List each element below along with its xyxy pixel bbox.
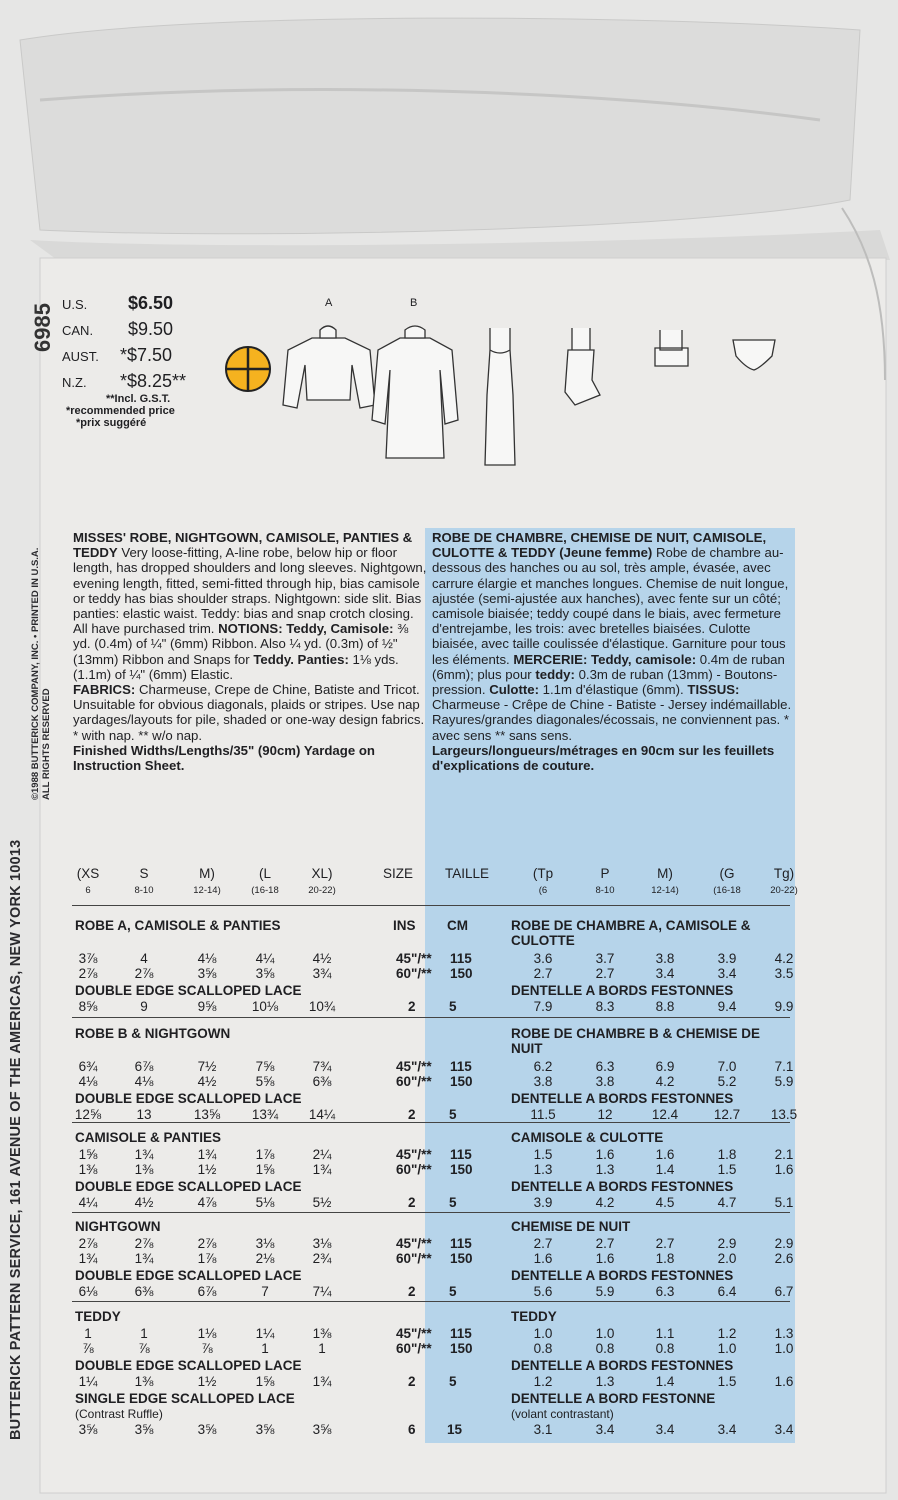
size-label-fr: M): [657, 866, 673, 881]
fabric-width-cm: 115: [450, 1059, 472, 1074]
fabric-width-cm: 115: [450, 1236, 472, 1251]
lace-ins: 2: [408, 1195, 416, 1210]
fabric-width-in: 45"/**: [396, 1236, 432, 1251]
yardage-value-fr: 1.8: [717, 1147, 737, 1162]
tissus-text: Charmeuse - Crêpe de Chine - Batiste - Jersey indémaillable. Rayures/grandes diagonales/écossais, ne conviennent pas. * avec sens ** sans sens.: [432, 697, 792, 743]
price-value: *$8.25**: [120, 371, 187, 391]
yardage-value-en: 2⅞: [134, 1236, 154, 1251]
yardage-value-en: 4½: [197, 1074, 217, 1089]
finished-note: Finished Widths/Lengths/35" (90cm) Yardage on Instruction Sheet.: [73, 742, 375, 774]
notions-end: 1⅛ yds. (1.1m) of ¼" (6mm) Elastic.: [73, 651, 399, 682]
single-lace-value-en: 3⅝: [78, 1422, 98, 1437]
lace-title-en: DOUBLE EDGE SCALLOPED LACE: [75, 1268, 302, 1283]
lace-value-en: 8⅝: [78, 999, 98, 1014]
yardage-value-fr: 1.0: [595, 1326, 615, 1341]
robe-b-sketch: [372, 326, 458, 458]
price-note: **Incl. G.S.T.: [106, 393, 171, 405]
yardage-value-fr: 4.2: [655, 1074, 675, 1089]
teddy-sketch: [565, 328, 600, 405]
lace-ins: 2: [408, 1374, 416, 1389]
price-country: N.Z.: [62, 375, 87, 390]
section-title-fr: ROBE DE CHAMBRE B & CHEMISE DE NUIT: [511, 1026, 761, 1056]
lace-value-en: 10⅛: [251, 999, 279, 1014]
lace-value-en: 9: [140, 999, 148, 1014]
fabric-width-cm: 115: [450, 951, 472, 966]
size-range-fr: (16-18: [713, 885, 741, 896]
yardage-value-en: 3⅝: [197, 966, 217, 981]
yardage-value-en: 3⅝: [255, 966, 275, 981]
yardage-value-en: 1⅜: [312, 1326, 332, 1341]
yardage-value-fr: 3.5: [774, 966, 794, 981]
price-country: AUST.: [62, 349, 99, 364]
view-label-b: B: [410, 297, 418, 309]
garment-sketches: [0, 0, 898, 500]
yardage-value-fr: 1.6: [595, 1251, 615, 1266]
fabric-width-in: 60"/**: [396, 1341, 432, 1356]
lace-value-fr: 3.9: [533, 1195, 553, 1210]
section-title-fr: CHEMISE DE NUIT: [511, 1219, 631, 1234]
french-title: ROBE DE CHAMBRE, CHEMISE DE NUIT, CAMISOLE, CULOTTE & TEDDY (Jeune femme): [432, 530, 767, 561]
yardage-value-en: 7½: [197, 1059, 217, 1074]
fabric-width-cm: 115: [450, 1147, 472, 1162]
lace-ins: 2: [408, 1107, 416, 1122]
lace-value-fr: 4.2: [595, 1195, 615, 1210]
yardage-value-fr: 3.4: [717, 966, 737, 981]
yardage-value-en: 2⅞: [134, 966, 154, 981]
lace-value-en: 1½: [197, 1374, 217, 1389]
yardage-value-fr: 1.8: [655, 1251, 675, 1266]
yardage-value-fr: 3.8: [533, 1074, 553, 1089]
yardage-value-en: 4: [140, 951, 148, 966]
price-note: *prix suggéré: [76, 417, 147, 429]
mercerie-culotte: Culotte:: [489, 682, 539, 698]
section-title-fr: CAMISOLE & CULOTTE: [511, 1130, 664, 1145]
lace-ins: 2: [408, 1284, 416, 1299]
lace-title-fr: DENTELLE A BORDS FESTONNES: [511, 1179, 734, 1194]
fabric-width-in: 45"/**: [396, 1147, 432, 1162]
single-lace-value-fr: 3.1: [533, 1422, 553, 1437]
yardage-value-fr: 3.8: [595, 1074, 615, 1089]
view-label-a: A: [325, 297, 333, 309]
yardage-value-en: 2⅛: [255, 1251, 275, 1266]
yardage-value-fr: 3.6: [533, 951, 553, 966]
fabrics-label: FABRICS:: [73, 682, 136, 698]
yardage-value-fr: 1.6: [774, 1162, 794, 1177]
single-lace-value-en: 3⅝: [255, 1422, 275, 1437]
yardage-value-fr: 6.9: [655, 1059, 675, 1074]
lace-value-en: 5⅛: [255, 1195, 275, 1210]
lace-title-fr: DENTELLE A BORDS FESTONNES: [511, 983, 734, 998]
size-range-fr: (6: [538, 885, 548, 896]
yardage-value-fr: 2.7: [533, 966, 553, 981]
section-title-fr: TEDDY: [511, 1309, 557, 1324]
lace-value-fr: 7.9: [533, 999, 553, 1014]
fabric-width-in: 60"/**: [396, 1162, 432, 1177]
copyright-line: ©1988 BUTTERICK COMPANY, INC. • PRINTED IN U.S.A.: [30, 547, 41, 800]
yardage-value-en: 2¼: [312, 1147, 332, 1162]
section-title-en: CAMISOLE & PANTIES: [75, 1130, 222, 1145]
yardage-value-fr: 1.5: [717, 1162, 737, 1177]
yardage-value-en: ⅞: [201, 1341, 213, 1356]
section-divider: [72, 905, 790, 906]
lace-title-en: DOUBLE EDGE SCALLOPED LACE: [75, 1091, 302, 1106]
yardage-value-fr: 1.2: [717, 1326, 737, 1341]
yardage-value-en: 7⅝: [255, 1059, 275, 1074]
camisole-sketch: [655, 330, 688, 366]
size-range-fr: 12-14): [651, 885, 679, 896]
lace-value-fr: 1.6: [774, 1374, 794, 1389]
size-range-en: 12-14): [193, 885, 221, 896]
lace-value-en: 1⅜: [134, 1374, 154, 1389]
single-lace-value-fr: 3.4: [774, 1422, 794, 1437]
lace-value-en: 13: [136, 1107, 152, 1122]
yardage-value-en: 1: [318, 1341, 326, 1356]
yardage-value-en: 1⅞: [255, 1147, 275, 1162]
yardage-value-fr: 6.3: [595, 1059, 615, 1074]
yardage-value-en: 1¾: [197, 1147, 217, 1162]
lace-cm: 5: [449, 999, 457, 1014]
lace-value-en: 1¼: [78, 1374, 98, 1389]
size-label-fr: P: [600, 866, 610, 881]
lace-value-fr: 1.4: [655, 1374, 675, 1389]
yardage-value-en: 4¼: [255, 951, 275, 966]
panties-sketch: [733, 340, 775, 370]
french-finished-note: Largeurs/longueurs/métrages en 90cm sur les feuillets d'explications de couture.: [432, 742, 775, 774]
yardage-value-fr: 2.7: [533, 1236, 553, 1251]
section-title-fr: ROBE DE CHAMBRE A, CAMISOLE & CULOTTE: [511, 918, 751, 948]
lace-title-fr: DENTELLE A BORDS FESTONNES: [511, 1091, 734, 1106]
section-title-en: TEDDY: [75, 1309, 121, 1324]
yardage-value-fr: 1.3: [533, 1162, 553, 1177]
english-description: [73, 530, 428, 773]
size-range-fr: 8-10: [595, 885, 615, 896]
yardage-value-en: 3¾: [312, 966, 332, 981]
single-lace-value-fr: 3.4: [595, 1422, 615, 1437]
yardage-value-en: 6⅞: [134, 1059, 154, 1074]
fabric-width-in: 45"/**: [396, 1326, 432, 1341]
yardage-value-en: 1⅜: [78, 1162, 98, 1177]
size-label-en: S: [139, 866, 149, 881]
lace-cm: 5: [449, 1284, 457, 1299]
yardage-value-fr: 5.9: [774, 1074, 794, 1089]
lace-ins: 2: [408, 999, 416, 1014]
lace-value-fr: 9.4: [717, 999, 737, 1014]
single-lace-value-en: 3⅝: [312, 1422, 332, 1437]
fabric-width-in: 60"/**: [396, 966, 432, 981]
yardage-value-en: 1¾: [134, 1147, 154, 1162]
lace-value-fr: 1.5: [717, 1374, 737, 1389]
yardage-value-en: 4⅛: [78, 1074, 98, 1089]
notions-teddy-label: Teddy. Panties:: [253, 651, 349, 667]
size-range-en: 20-22): [308, 885, 336, 896]
fabric-width-in: 45"/**: [396, 1059, 432, 1074]
lace-value-en: 9⅝: [197, 999, 217, 1014]
lace-value-en: 1¾: [312, 1374, 332, 1389]
yardage-value-en: 1⅝: [255, 1162, 275, 1177]
price-value: *$7.50: [120, 345, 173, 365]
section-divider: [72, 1212, 790, 1213]
yardage-value-fr: 2.7: [655, 1236, 675, 1251]
mercerie-teddy: teddy:: [535, 666, 575, 682]
single-lace-cm: 15: [447, 1422, 463, 1437]
lace-value-en: 4¼: [78, 1195, 98, 1210]
lace-title-fr: DENTELLE A BORDS FESTONNES: [511, 1268, 734, 1283]
section-divider: [72, 1301, 790, 1302]
ins-header: INS: [393, 918, 416, 933]
english-title: MISSES' ROBE, NIGHTGOWN, CAMISOLE, PANTIES & TEDDY: [73, 530, 413, 561]
yardage-value-en: ⅞: [82, 1341, 94, 1356]
lace-value-fr: 8.3: [595, 999, 615, 1014]
size-label-fr: Tg): [773, 866, 795, 881]
lace-cm: 5: [449, 1195, 457, 1210]
yardage-value-fr: 2.1: [774, 1147, 794, 1162]
price-note: *recommended price: [66, 405, 175, 417]
yardage-value-en: 2⅞: [78, 1236, 98, 1251]
french-body: Robe de chambre au-dessous des hanches ou au sol, très ample, évasée, avec carrure élargie et manches longues. Chemise de nuit longue, ajustée (semi-ajustée aux hanches), avec fente sur un côté; camisole biaisée; teddy coupé dans le biais, avec fermeture d'entrejambe, les trois: avec bretelles biaisées. Culotte biaisée, avec taille coulissée d'élastique. Garniture pour tous les éléments.: [432, 545, 789, 667]
yardage-value-en: 1⅜: [134, 1162, 154, 1177]
section-title-en: ROBE B & NIGHTGOWN: [75, 1026, 231, 1041]
price-country: U.S.: [62, 297, 88, 312]
yardage-value-en: 2¾: [312, 1251, 332, 1266]
lace-value-fr: 5.1: [774, 1195, 794, 1210]
lace-cm: 5: [449, 1107, 457, 1122]
price-value: $9.50: [128, 319, 174, 339]
fabric-width-in: 45"/**: [396, 951, 432, 966]
yardage-value-en: 1¼: [255, 1326, 275, 1341]
mercerie-mid: 0.3m de ruban (13mm) - Boutons-pression.: [432, 666, 778, 698]
size-range-en: 6: [85, 885, 91, 896]
lace-value-en: 7¼: [312, 1284, 332, 1299]
yardage-value-en: 7¾: [312, 1059, 332, 1074]
lace-cm: 5: [449, 1374, 457, 1389]
lace-value-en: 5½: [312, 1195, 332, 1210]
yardage-value-fr: 1.1: [655, 1326, 675, 1341]
tissus-label: TISSUS:: [687, 682, 740, 698]
publisher-address: BUTTERICK PATTERN SERVICE, 161 AVENUE OF THE AMERICAS, NEW YORK 10013: [8, 839, 24, 1440]
section-title-en: ROBE A, CAMISOLE & PANTIES: [75, 918, 281, 933]
size-range-en: 8-10: [134, 885, 154, 896]
lace-value-en: 1⅝: [255, 1374, 275, 1389]
lace-value-fr: 1.2: [533, 1374, 553, 1389]
single-lace-value-en: 3⅝: [197, 1422, 217, 1437]
fabrics-text: Charmeuse, Crepe de Chine, Batiste and Tricot. Unsuitable for obvious diagonals, plaids or stripes. Use nap yardages/layouts for pile, shaded or one-way design fabrics. * with nap. ** w/o nap.: [73, 682, 425, 743]
size-range-fr: 20-22): [770, 885, 798, 896]
nightgown-sketch: [485, 328, 515, 465]
lace-value-fr: 13.5: [770, 1107, 798, 1122]
lace-value-fr: 1.3: [595, 1374, 615, 1389]
yardage-value-en: 1¾: [78, 1251, 98, 1266]
yardage-value-fr: 1.6: [655, 1147, 675, 1162]
lace-title-en: DOUBLE EDGE SCALLOPED LACE: [75, 983, 302, 998]
lace-value-en: 6⅞: [197, 1284, 217, 1299]
size-label-en: (XS: [76, 866, 100, 881]
lace-value-fr: 8.8: [655, 999, 675, 1014]
yardage-value-fr: 2.0: [717, 1251, 737, 1266]
single-lace-value-fr: 3.4: [655, 1422, 675, 1437]
single-lace-ins: 6: [408, 1422, 416, 1437]
yardage-value-fr: 5.2: [717, 1074, 737, 1089]
yardage-value-fr: 7.0: [717, 1059, 737, 1074]
yardage-value-fr: 1.0: [774, 1341, 794, 1356]
lace-title-en: DOUBLE EDGE SCALLOPED LACE: [75, 1358, 302, 1373]
yardage-value-fr: 3.4: [655, 966, 675, 981]
fabric-width-in: 60"/**: [396, 1251, 432, 1266]
yardage-value-en: 1¾: [134, 1251, 154, 1266]
yardage-value-fr: 2.9: [717, 1236, 737, 1251]
french-description: [432, 530, 792, 773]
rights-line: ALL RIGHTS RESERVED: [41, 688, 52, 800]
yardage-value-fr: 0.8: [533, 1341, 553, 1356]
yardage-value-en: 1⅛: [197, 1326, 217, 1341]
mercerie-label: MERCERIE: Teddy, camisole:: [513, 651, 697, 667]
lace-value-fr: 12: [597, 1107, 613, 1122]
yardage-value-fr: 0.8: [595, 1341, 615, 1356]
yardage-value-fr: 2.9: [774, 1236, 794, 1251]
size-label-en: M): [199, 866, 215, 881]
lace-value-en: 6⅛: [78, 1284, 98, 1299]
yardage-value-fr: 3.8: [655, 951, 675, 966]
size-label-en: XL): [311, 866, 333, 881]
fabric-width-cm: 115: [450, 1326, 472, 1341]
yardage-value-en: 1⅝: [78, 1147, 98, 1162]
single-lace-value-en: 3⅝: [134, 1422, 154, 1437]
copyright-notice: [30, 548, 52, 800]
fabric-width-cm: 150: [450, 1341, 473, 1356]
yardage-value-en: 6⅜: [312, 1074, 332, 1089]
lace-title-en: DOUBLE EDGE SCALLOPED LACE: [75, 1179, 302, 1194]
single-lace-sub-fr: (volant contrastant): [511, 1407, 614, 1421]
yardage-value-en: 2⅞: [197, 1236, 217, 1251]
lace-value-en: 4½: [134, 1195, 154, 1210]
yardage-value-en: 5⅝: [255, 1074, 275, 1089]
yardage-value-fr: 6.2: [533, 1059, 553, 1074]
english-body: Very loose-fitting, A-line robe, below hip or floor length, has dropped shoulders and long sleeves. Nightgown, evening length, fitted, semi-fitted through hip, bias camisole or teddy has bias shoulder straps. Nightgown: side slit. Bias panties: elastic waist. Teddy: bias and snap crotch closing. All have purchased trim.: [73, 545, 427, 637]
lace-value-fr: 5.6: [533, 1284, 553, 1299]
fabric-width-cm: 150: [450, 966, 473, 981]
yardage-value-fr: 3.9: [717, 951, 737, 966]
lace-value-fr: 6.3: [655, 1284, 675, 1299]
single-lace-title-fr: DENTELLE A BORD FESTONNE: [511, 1391, 716, 1406]
lace-value-en: 6⅜: [134, 1284, 154, 1299]
yardage-value-fr: 1.0: [717, 1341, 737, 1356]
single-lace-title-en: SINGLE EDGE SCALLOPED LACE: [75, 1391, 295, 1406]
section-divider: [72, 1017, 790, 1018]
price-country: CAN.: [62, 323, 94, 338]
lace-value-en: 7: [261, 1284, 269, 1299]
lace-value-fr: 11.5: [530, 1107, 556, 1122]
yardage-value-fr: 4.2: [774, 951, 794, 966]
lace-value-en: 12⅝: [74, 1107, 102, 1122]
yardage-value-en: 1½: [197, 1162, 217, 1177]
yardage-value-en: 2⅞: [78, 966, 98, 981]
lace-value-fr: 12.4: [651, 1107, 679, 1122]
single-lace-value-fr: 3.4: [717, 1422, 737, 1437]
price-value: $6.50: [128, 293, 174, 313]
yardage-value-fr: 2.7: [595, 966, 615, 981]
lace-value-fr: 6.4: [717, 1284, 737, 1299]
yardage-value-en: 6¾: [78, 1059, 98, 1074]
yardage-value-fr: 1.3: [774, 1326, 794, 1341]
mercerie-end: 1.1m d'élastique (6mm).: [542, 682, 684, 698]
notions-label: NOTIONS: Teddy, Camisole:: [218, 621, 394, 637]
taille-header: TAILLE: [445, 866, 490, 881]
yardage-value-fr: 0.8: [655, 1341, 675, 1356]
fabric-width-cm: 150: [450, 1251, 473, 1266]
robe-a-sketch: [283, 326, 375, 408]
fabric-width-in: 60"/**: [396, 1074, 432, 1089]
yardage-value-en: 1: [140, 1326, 148, 1341]
yardage-value-fr: 7.1: [774, 1059, 794, 1074]
lace-value-fr: 4.7: [717, 1195, 737, 1210]
yardage-value-fr: 1.0: [533, 1326, 553, 1341]
size-header: SIZE: [383, 866, 414, 881]
pattern-number: 6985: [30, 303, 55, 352]
fabric-width-cm: 150: [450, 1162, 473, 1177]
yardage-value-en: 3⅞: [78, 951, 98, 966]
yardage-value-en: 3⅛: [255, 1236, 275, 1251]
cm-header: CM: [447, 918, 468, 933]
yardage-value-en: 1⅞: [197, 1251, 217, 1266]
yardage-value-en: 4⅛: [197, 951, 217, 966]
yardage-value-fr: 3.7: [595, 951, 615, 966]
yardage-value-en: 4½: [312, 951, 332, 966]
yardage-value-fr: 1.3: [595, 1162, 615, 1177]
lace-value-fr: 9.9: [774, 999, 794, 1014]
yardage-value-fr: 1.4: [655, 1162, 675, 1177]
lace-value-en: 4⅞: [197, 1195, 217, 1210]
size-label-fr: (G: [719, 866, 735, 881]
size-label-fr: (Tp: [532, 866, 554, 881]
lace-value-en: 10¾: [308, 999, 336, 1014]
yardage-value-en: 1¾: [312, 1162, 332, 1177]
size-label-en: (L: [258, 866, 271, 881]
lace-value-en: 14¼: [308, 1107, 336, 1122]
yardage-value-en: ⅞: [138, 1341, 150, 1356]
yardage-value-fr: 2.6: [774, 1251, 794, 1266]
yardage-value-fr: 1.5: [533, 1147, 553, 1162]
lace-value-fr: 4.5: [655, 1195, 675, 1210]
yardage-value-en: 1: [261, 1341, 269, 1356]
yardage-value-fr: 1.6: [533, 1251, 553, 1266]
size-range-en: (16-18: [251, 885, 279, 896]
yardage-value-en: 3⅛: [312, 1236, 332, 1251]
notions-text: ⅜ yd. (0.4m) of ¼" (6mm) Ribbon. Also ¼ yd. (0.3m) of ½" (13mm) Ribbon and Snaps for: [73, 621, 409, 667]
mercerie-text: 0.4m de ruban (6mm); plus pour: [432, 651, 785, 682]
section-divider: [72, 1122, 790, 1123]
lace-title-fr: DENTELLE A BORDS FESTONNES: [511, 1358, 734, 1373]
yardage-value-fr: 1.6: [595, 1147, 615, 1162]
single-lace-sub-en: (Contrast Ruffle): [75, 1407, 163, 1421]
yardage-value-en: 1: [84, 1326, 92, 1341]
lace-value-fr: 12.7: [713, 1107, 741, 1122]
yardage-value-fr: 2.7: [595, 1236, 615, 1251]
yardage-value-en: 4⅛: [134, 1074, 154, 1089]
lace-value-en: 13¾: [251, 1107, 279, 1122]
lace-value-fr: 6.7: [774, 1284, 794, 1299]
lace-value-fr: 5.9: [595, 1284, 615, 1299]
section-title-en: NIGHTGOWN: [75, 1219, 161, 1234]
lace-value-en: 13⅝: [193, 1107, 221, 1122]
fabric-width-cm: 150: [450, 1074, 473, 1089]
